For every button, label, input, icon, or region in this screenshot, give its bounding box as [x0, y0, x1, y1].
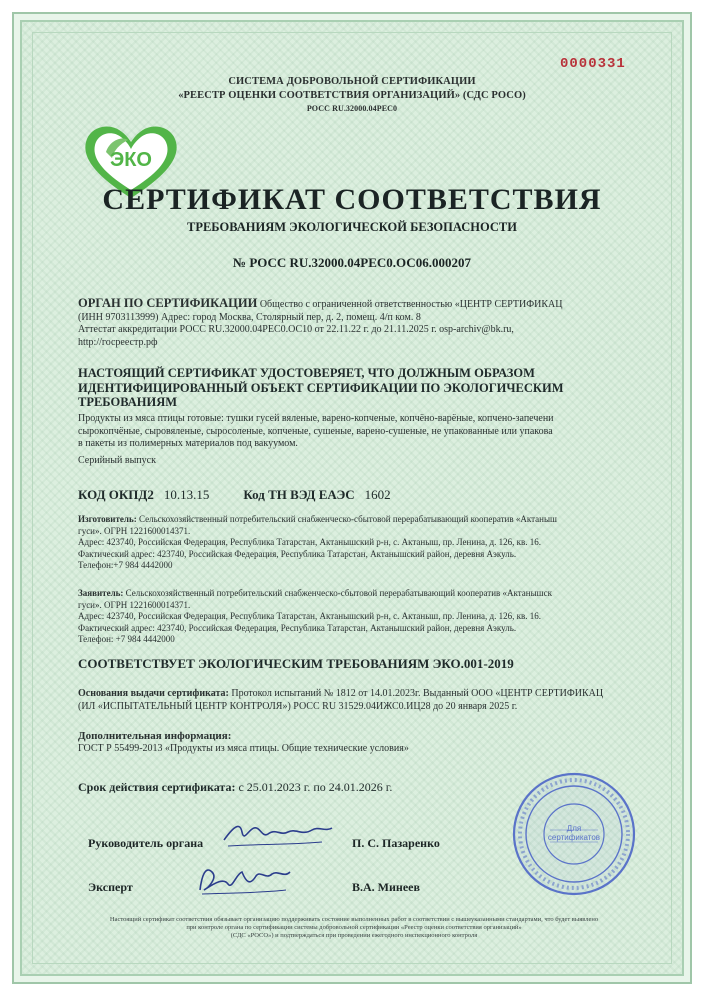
certificate-subtitle: ТРЕБОВАНИЯМ ЭКОЛОГИЧЕСКОЙ БЕЗОПАСНОСТИ	[186, 220, 517, 234]
footer-line-3: (СДС «РОСО») и подтверждаться при проведении ежегодного инспекционного контроля	[230, 932, 478, 939]
manufacturer-line-2: гуси». ОГРН 1221600014371.	[78, 525, 191, 536]
certificate-number: № РОСС RU.32000.04РЕС0.ОС06.000207	[233, 255, 471, 270]
additional-line-1: ГОСТ Р 55499-2013 «Продукты из мяса птицы. Общие технические условия»	[78, 742, 409, 754]
organ-block	[78, 296, 643, 349]
header-line-1: СИСТЕМА ДОБРОВОЛЬНОЙ СЕРТИФИКАЦИИ	[228, 76, 476, 87]
manufacturer-label: Изготовитель:	[78, 514, 137, 524]
organ-line-1: Общество с ограниченной ответственностью «ЦЕНТР СЕРТИФИКАЦ	[259, 299, 563, 310]
head-signature	[218, 814, 338, 854]
expert-name: В.А. Минеев	[352, 880, 420, 894]
certification-stamp	[510, 770, 638, 898]
expert-label: Эксперт	[88, 880, 133, 894]
codes-row	[78, 487, 425, 503]
validity-value: с 25.01.2023 г. по 24.01.2026 г.	[238, 780, 393, 794]
statement-line-1: НАСТОЯЩИЙ СЕРТИФИКАТ УДОСТОВЕРЯЕТ, ЧТО ДОЛЖНЫМ ОБРАЗОМ	[78, 366, 535, 380]
manufacturer-line-5: Телефон:+7 984 4442000	[78, 560, 173, 570]
product-line-2: сырокопчёные, сыровяленые, сыросоленые, копченые, сушеные, варено-сушеные, не упакованные или упакова	[78, 425, 553, 437]
head-name: П. С. Пазаренко	[352, 836, 440, 850]
product-line-3: в пакеты из полимерных материалов под вакуумом.	[78, 438, 298, 449]
footer-line-1: Настоящий сертификат соответствия обязывает организацию поддерживать состояние выполненных работ в соответствии с вышеуказанными стандартами, что будет выявлено	[109, 916, 599, 923]
additional-label: Дополнительная информация:	[78, 730, 232, 742]
header-line-3: РОСС RU.32000.04РЕС0	[306, 104, 398, 113]
validity-row	[78, 780, 392, 795]
applicant-line-3: Адрес: 423740, Российская Федерация, Республика Татарстан, Актанышский р-н, с. Актаныш, пр. Ленина, д. 126, кв. 16.	[78, 611, 541, 621]
basis-label: Основания выдачи сертификата:	[78, 688, 229, 699]
tnved-value: 1602	[364, 487, 391, 502]
okpd-value: 10.13.15	[163, 487, 210, 502]
product-line-1: Продукты из мяса птицы готовые: тушки гусей вяленые, варено-копченые, копчёно-варёные, копчено-запечени	[78, 413, 554, 424]
stamp-center-text: Для сертификатов	[547, 824, 601, 842]
conformity-statement: СООТВЕТСТВУЕТ ЭКОЛОГИЧЕСКИМ ТРЕБОВАНИЯМ ЭКО.001-2019	[78, 656, 514, 671]
manufacturer-line-3: Адрес: 423740, Российская Федерация, Республика Татарстан, Актанышский р-н, с. Актаныш, пр. Ленина, д. 126, кв. 16.	[78, 537, 541, 547]
manufacturer-line-1: Сельскохозяйственный потребительский снабженческо-сбытовой перерабатывающий кооператив «Актаныш	[138, 514, 557, 524]
eco-logo-text: ЭКО	[110, 149, 152, 171]
additional-block	[78, 730, 643, 755]
applicant-block	[78, 588, 643, 646]
statement-line-3: ТРЕБОВАНИЯМ	[78, 395, 178, 409]
footer-line-2: при контроле органа по сертификации системы добровольной сертификации «Реестр оценки соответствия организаций»	[186, 924, 522, 931]
head-label: Руководитель органа	[88, 836, 204, 850]
applicant-label: Заявитель:	[78, 588, 124, 598]
basis-line-2: (ИЛ «ИСПЫТАТЕЛЬНЫЙ ЦЕНТР КОНТРОЛЯ») РОСС RU 31529.04ИЖС0.ИЦ28 до 20 января 2025 г.	[78, 700, 518, 712]
organ-line-3: Аттестат аккредитации РОСС RU.32000.04РЕС0.ОС10 от 22.11.22 г. до 21.11.2025 г. osp-archiv@bk.ru,	[78, 324, 514, 335]
statement-line-2: ИДЕНТИФИЦИРОВАННЫЙ ОБЪЕКТ СЕРТИФИКАЦИИ ПО ЭКОЛОГИЧЕСКИМ	[78, 380, 564, 395]
organ-line-4: http://госреестр.рф	[78, 336, 158, 348]
applicant-line-4: Фактический адрес: 423740, Российская Федерация, Республика Татарстан, Актанышский район, деревня Аэкуль.	[78, 622, 517, 633]
statement-block	[78, 366, 648, 410]
serial-number: 0000331	[560, 56, 626, 72]
footer-note	[80, 916, 628, 940]
basis-line-1: Протокол испытаний № 1812 от 14.01.2023г. Выданный ООО «ЦЕНТР СЕРТИФИКАЦ	[231, 688, 604, 699]
tnved-label: Код ТН ВЭД ЕАЭС	[243, 487, 355, 502]
okpd-label: КОД ОКПД2	[78, 487, 154, 502]
manufacturer-line-4: Фактический адрес: 423740, Российская Федерация, Республика Татарстан, Актанышский район, деревня Аэкуль.	[78, 548, 517, 559]
organ-heading: ОРГАН ПО СЕРТИФИКАЦИИ	[78, 296, 258, 310]
certificate-title: СЕРТИФИКАТ СООТВЕТСТВИЯ	[102, 183, 602, 216]
basis-block	[78, 688, 643, 713]
manufacturer-block	[78, 514, 643, 572]
applicant-line-1: Сельскохозяйственный потребительский снабженческо-сбытовой перерабатывающий кооператив «Актанышск	[125, 588, 552, 598]
organ-line-2: (ИНН 9703113999) Адрес: город Москва, Столярный пер, д. 2, помещ. 4/п ком. 8	[78, 311, 421, 323]
applicant-line-5: Телефон: +7 984 4442000	[78, 634, 175, 644]
expert-signature	[190, 860, 300, 900]
product-line-4: Серийный выпуск	[78, 454, 156, 466]
applicant-line-2: гуси». ОГРН 1221600014371.	[78, 599, 191, 610]
validity-label: Срок действия сертификата:	[78, 780, 236, 794]
product-block	[78, 413, 643, 467]
header-line-2: «РЕЕСТР ОЦЕНКИ СООТВЕТСТВИЯ ОРГАНИЗАЦИЙ» (СДС РОСО)	[178, 90, 526, 101]
